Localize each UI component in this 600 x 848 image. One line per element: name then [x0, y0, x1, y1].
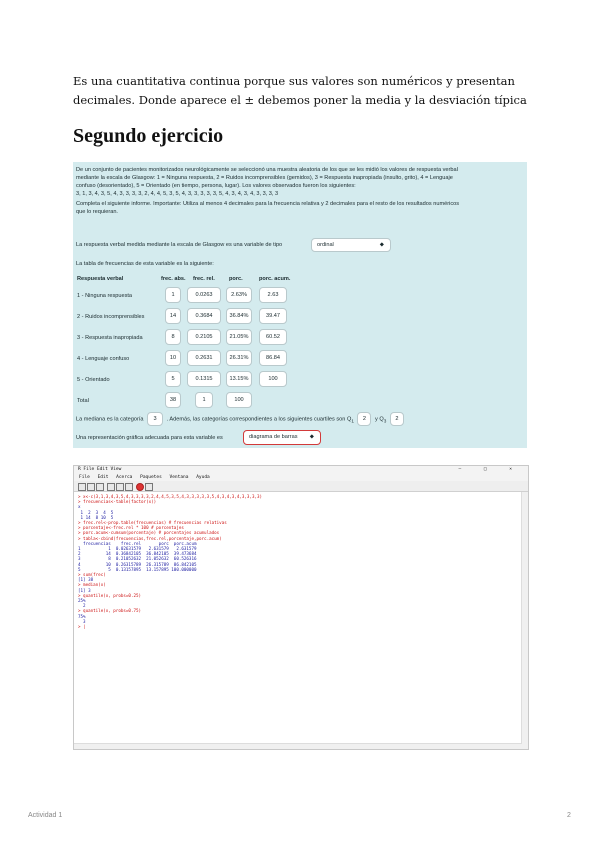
- horizontal-scrollbar[interactable]: [74, 743, 522, 749]
- total-label: Total: [77, 398, 89, 404]
- statement-line-3: confuso (desorientado), 5 = Orientado (en tiempo, persona, lugar). Los valores observados fueron los siguientes:: [76, 183, 356, 189]
- console-line: [1] 3: [78, 587, 91, 593]
- copy-icon[interactable]: [116, 483, 124, 491]
- input-acum-1[interactable]: 2.63: [259, 287, 287, 303]
- console-line: 3 8 0.21052632 21.052632 60.526316: [78, 556, 197, 562]
- header-porc-acum: porc. acum.: [259, 276, 291, 282]
- header-respuesta: Respuesta verbal: [77, 276, 124, 282]
- r-menu-paquetes[interactable]: Paquetes: [140, 475, 162, 480]
- input-porc-4[interactable]: 26.31%: [226, 350, 252, 366]
- console-line: frecuencias frec.rel porc porc.acum: [78, 540, 197, 546]
- section-heading: Segundo ejercicio: [73, 125, 224, 147]
- r-menu-edit[interactable]: Edit: [97, 475, 109, 480]
- console-line: 25%: [78, 598, 86, 604]
- header-frec-rel: frec. rel.: [193, 276, 215, 282]
- r-menu-acerca[interactable]: Acerca: [116, 475, 133, 480]
- median-question-b: . Además, las categorías correspondientes a los siguientes cuartiles son Q: [166, 416, 352, 423]
- input-abs-2[interactable]: 14: [165, 308, 181, 324]
- input-acum-2[interactable]: 39.47: [259, 308, 287, 324]
- console-line: > quantile(x, probs=0.75): [78, 608, 142, 614]
- input-acum-3[interactable]: 60.52: [259, 329, 287, 345]
- r-console-output[interactable]: [78, 494, 518, 629]
- median-question: [76, 412, 406, 426]
- row-label-1: 1 - Ninguna respuesta: [77, 293, 133, 299]
- console-line: 2 14 0.36842105 36.842105 39.473684: [78, 551, 197, 557]
- input-porc-1[interactable]: 2.63%: [226, 287, 252, 303]
- row-label-3: 3 - Respuesta inapropiada: [77, 335, 143, 341]
- r-menu-bar: [74, 474, 528, 481]
- input-acum-5[interactable]: 100: [259, 371, 287, 387]
- console-line: x: [78, 504, 81, 510]
- page-number: 2: [567, 812, 571, 819]
- paste-icon[interactable]: [125, 483, 133, 491]
- chart-question: Una representación gráfica adecuada para esta variable es: [76, 435, 223, 441]
- q1-input[interactable]: 2: [357, 412, 371, 426]
- q3-input[interactable]: 2: [390, 412, 404, 426]
- statement-line-6: que lo requieran.: [76, 209, 118, 215]
- input-rel-3[interactable]: 0.2105: [187, 329, 221, 345]
- input-total-abs[interactable]: 38: [165, 392, 181, 408]
- statement-line-1: De un conjunto de pacientes monitorizados neurológicamente se seleccionó una muestra aleatoria de los que se les midió los valores de respuesta verbal: [76, 167, 458, 173]
- input-rel-1[interactable]: 0.0263: [187, 287, 221, 303]
- console-line: > tabla<-cbind(frecuencias,frec.rel,porcentaje,porc.acum): [78, 535, 222, 541]
- console-line: > frec.rel<-prop.table(frecuencias) # frecuencias relativas: [78, 520, 227, 526]
- r-toolbar: [74, 481, 528, 492]
- input-porc-3[interactable]: 21.05%: [226, 329, 252, 345]
- q3-subscript: 3: [383, 418, 387, 424]
- console-line: > frecuencias<-table(factor(x)): [78, 499, 157, 505]
- run-icon[interactable]: [107, 483, 115, 491]
- input-porc-5[interactable]: 13.15%: [226, 371, 252, 387]
- console-line: 1 2 3 4 5: [78, 509, 114, 515]
- console-line: > sum(frec): [78, 572, 106, 578]
- console-line: > porc.acum<-cumsum(porcentaje) # porcentajes acumulados: [78, 530, 220, 536]
- q3-prefix: y Q: [375, 416, 384, 423]
- vertical-scrollbar[interactable]: [521, 492, 528, 749]
- header-porc: porc.: [229, 276, 243, 282]
- console-line: > quantile(x, probs=0.25): [78, 592, 142, 598]
- input-abs-1[interactable]: 1: [165, 287, 181, 303]
- console-line: 1 1 0.02631579 2.631579 2.631579: [78, 546, 197, 552]
- statement-line-2: mediante la escala de Glasgow: 1 = Ninguna respuesta, 2 = Ruidos incomprensibles (gemidos), 3 = Respuesta inapropiada (insulto, grito), 4 = Lenguaje: [76, 175, 453, 181]
- input-abs-3[interactable]: 8: [165, 329, 181, 345]
- row-label-4: 4 - Lenguaje confuso: [77, 356, 130, 362]
- input-acum-4[interactable]: 86.84: [259, 350, 287, 366]
- print-icon[interactable]: [145, 483, 153, 491]
- median-input[interactable]: 3: [147, 412, 163, 426]
- chart-type-value: diagrama de barras: [249, 434, 298, 440]
- input-porc-2[interactable]: 36.84%: [226, 308, 252, 324]
- r-title-bar: [74, 466, 528, 474]
- console-line: [1] 38: [78, 577, 94, 583]
- chart-type-select[interactable]: [243, 430, 321, 445]
- console-line: 1 14 8 10 5: [78, 514, 114, 520]
- input-total-porc[interactable]: 100: [226, 392, 252, 408]
- console-line: 5 5 0.13157895 13.157895 100.000000: [78, 566, 197, 572]
- r-menu-ayuda[interactable]: Ayuda: [196, 475, 210, 480]
- statement-line-5: Completa el siguiente informe. Importante: Utiliza al menos 4 decimales para la frecuencia relativa y 2 decimales para el resto de los resultados numéricos: [76, 201, 460, 207]
- window-controls[interactable]: – □ ×: [458, 467, 522, 472]
- chevron-down-icon: ⬥: [379, 242, 384, 248]
- row-label-5: 5 - Orientado: [77, 377, 110, 383]
- console-line: 75%: [78, 613, 86, 619]
- save-icon[interactable]: [96, 483, 104, 491]
- chevron-down-icon: ⬥: [309, 434, 314, 440]
- question-table-intro: La tabla de frecuencias de esta variable es la siguiente:: [76, 261, 214, 267]
- console-line: > median(x): [78, 582, 106, 588]
- input-rel-5[interactable]: 0.1315: [187, 371, 221, 387]
- console-line: 2: [78, 603, 86, 609]
- input-abs-4[interactable]: 10: [165, 350, 181, 366]
- exercise-panel: [73, 162, 527, 448]
- question-variable-type: La respuesta verbal medida mediante la escala de Glasgow es una variable de tipo: [76, 242, 283, 248]
- console-line: > x<-c(3,1,3,4,3,5,4,3,3,3,3,2,4,4,5,3,5,4,3,3,3,3,3,5,4,3,4,3,4,3,3,3,3): [78, 494, 263, 499]
- q1-subscript: 1: [351, 418, 354, 424]
- load-workspace-icon[interactable]: [87, 483, 95, 491]
- input-rel-2[interactable]: 0.3684: [187, 308, 221, 324]
- input-abs-5[interactable]: 5: [165, 371, 181, 387]
- r-menu-file[interactable]: File: [79, 475, 90, 480]
- variable-type-select[interactable]: [311, 238, 391, 252]
- header-frec-abs: frec. abs.: [161, 276, 186, 282]
- intro-paragraph: Es una cuantitativa continua porque sus valores son numéricos y presentan decimales. Donde aparece el ± debemos poner la media y la desviación típica: [73, 74, 527, 107]
- console-line: 3: [78, 618, 86, 624]
- stop-icon[interactable]: [136, 483, 144, 491]
- statement-values: 3, 1, 3, 4, 3, 5, 4, 3, 3, 3, 3, 2, 4, 4, 5, 3, 5, 4, 3, 3, 3, 3, 3, 5, 4, 3, 4, 3, 4, 3, 3, 3, 3: [76, 191, 279, 197]
- console-line: > |: [78, 624, 86, 630]
- open-script-icon[interactable]: [78, 483, 86, 491]
- row-label-2: 2 - Ruidos incomprensibles: [77, 314, 145, 320]
- input-rel-4[interactable]: 0.2631: [187, 350, 221, 366]
- median-question-a: La mediana es la categoría: [76, 416, 144, 423]
- console-line: > porcentaje<-frec.rel * 100 # porcentajes: [78, 525, 184, 531]
- r-console-window: [73, 465, 529, 750]
- console-line: 4 10 0.26315789 26.315789 86.842105: [78, 561, 197, 567]
- input-total-rel[interactable]: 1: [195, 392, 213, 408]
- r-window-title: R File Edit View: [78, 467, 122, 472]
- variable-type-value: ordinal: [317, 242, 334, 248]
- footer-title: Actividad 1: [28, 812, 63, 819]
- r-menu-ventana[interactable]: Ventana: [169, 475, 189, 480]
